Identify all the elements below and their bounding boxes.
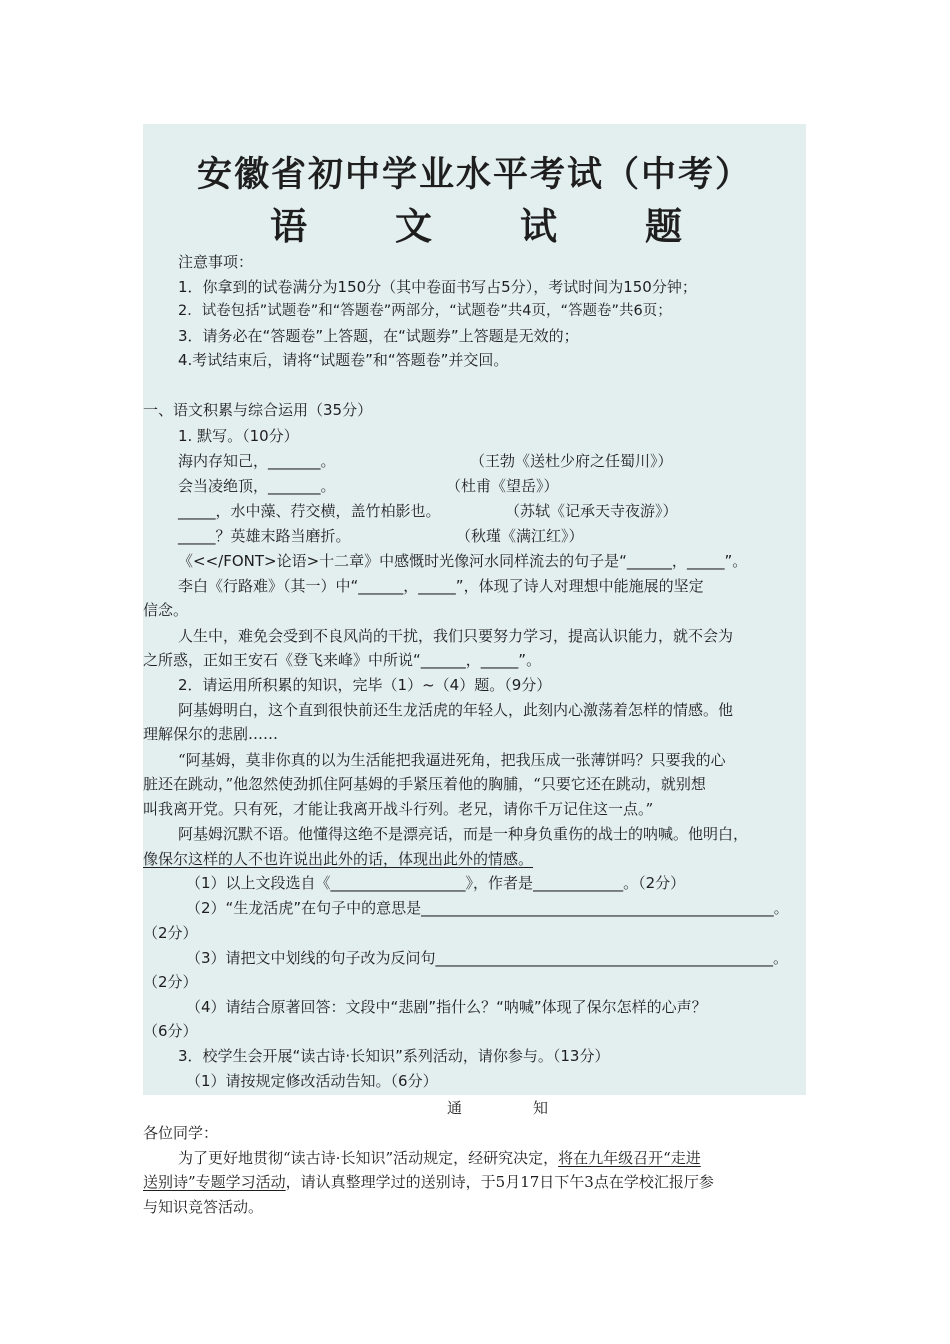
subtitle-char: 试 xyxy=(520,204,557,248)
notes-item: 3．请务必在“答题卷”上答题，在“试题券”上答题是无效的； xyxy=(178,327,579,345)
notice-line: 与知识竞答活动。 xyxy=(143,1198,264,1216)
recite-source: （秋瑾《满江红》） xyxy=(456,527,584,545)
passage-underlined-sentence: 像保尔这样的人不也许说出此外的话，体现出此外的情感。 xyxy=(143,850,534,868)
exam-subtitle xyxy=(143,198,806,254)
notes-item: 2．试卷包括”试题卷”和“答题卷”两部分，“试题卷”共4页，“答题卷”共6页； xyxy=(178,303,672,319)
answer-blank[interactable]: _____ xyxy=(686,552,725,570)
sub-question-score: （2分） xyxy=(143,924,198,942)
sub-question: （3）请把文中划线的句子改为反问句_____________________________________________。 xyxy=(186,949,789,967)
question-heading: 3．校学生会开展“读古诗·长知识”系列活动，请你参与。（13分） xyxy=(178,1047,610,1065)
passage-line: 脏还在跳动，”他忽然使劲抓住阿基姆的手紧压着他的胸脯，“只要它还在跳动，就别想 xyxy=(143,775,706,793)
answer-blank[interactable]: _____ xyxy=(178,502,216,520)
section-heading: 一、语文积累与综合运用（35分） xyxy=(143,401,373,419)
answer-blank[interactable]: ____________ xyxy=(533,874,624,892)
notice-line: 为了更好地贯彻“读古诗·长知识”活动规定，经研究决定，将在九年级召开“走进 xyxy=(178,1149,701,1167)
recite-paragraph: 李白《行路难》（其一）中“______，_____”，体现了诗人对理想中能施展的坚定 xyxy=(178,577,704,595)
passage-line: “阿基姆，莫非你真的以为生活能把我逼进死角，把我压成一张薄饼吗？只要我的心 xyxy=(178,751,726,769)
notes-item: 1．你拿到的试卷满分为150分（其中卷面书写占5分），考试时间为150分钟； xyxy=(178,278,697,296)
answer-blank[interactable]: ______ xyxy=(358,577,404,595)
answer-blank[interactable]: _____ xyxy=(418,577,456,595)
answer-blank[interactable]: __________________ xyxy=(330,874,466,892)
exam-title: 安徽省初中学业水平考试（中考） xyxy=(196,154,752,195)
passage-line: 阿基姆明白，这个直到很快前还生龙活虎的年轻人，此刻内心激荡着怎样的情感。他 xyxy=(178,701,734,719)
subtitle-char: 文 xyxy=(395,204,432,248)
sub-question: （2）“生龙活虎”在句子中的意思是_______________________________________________。 xyxy=(186,899,789,917)
notice-line: 送别诗”专题学习活动，请认真整理学过的送别诗，于5月17日下午3点在学校汇报厅参 xyxy=(143,1173,714,1191)
passage-line: 阿基姆沉默不语。他懂得这绝不是漂亮话，而是一种身负重伤的战士的呐喊。他明白， xyxy=(178,825,749,843)
notice-underlined-text: 将在九年级召开“走进 xyxy=(558,1149,701,1167)
sub-question-score: （6分） xyxy=(143,1022,198,1040)
recite-paragraph: 人生中，难免会受到不良风尚的干扰，我们只要努力学习，提高认识能力，就不会为 xyxy=(178,627,734,645)
recite-paragraph-cont: 之所惑，正如王安石《登飞来峰》中所说“______，_____”。 xyxy=(143,651,542,669)
answer-blank[interactable]: _______ xyxy=(268,452,321,470)
answer-blank[interactable]: _____ xyxy=(480,651,519,669)
recite-line: _____，水中藻、荇交横，盖竹柏影也。 xyxy=(178,502,441,520)
answer-blank[interactable]: _______ xyxy=(268,477,321,495)
answer-blank[interactable]: _____________________________________________ xyxy=(435,949,774,967)
recite-paragraph-cont: 信念。 xyxy=(143,601,189,619)
notes-heading: 注意事项： xyxy=(178,253,254,271)
recite-line: 海内存知己，_______。 xyxy=(178,452,336,470)
question-heading: 2．请运用所积累的知识，完毕（1）~（4）题。（9分） xyxy=(178,676,552,694)
answer-blank[interactable]: _______________________________________________ xyxy=(421,899,774,917)
sub-question-score: （2分） xyxy=(143,973,198,991)
recite-source: （苏轼《记承天寺夜游》） xyxy=(505,502,678,520)
notice-title-char: 通 xyxy=(447,1099,463,1117)
subtitle-char: 语 xyxy=(270,204,307,248)
subtitle-char: 题 xyxy=(645,204,682,248)
notice-underlined-text: 送别诗”专题学习活动 xyxy=(143,1173,286,1191)
notice-title-char: 知 xyxy=(533,1099,549,1117)
recite-line: _____？英雄末路当磨折。 xyxy=(178,527,351,545)
answer-blank[interactable]: ______ xyxy=(420,651,466,669)
question-heading: 1. 默写。（10分） xyxy=(178,427,299,445)
answer-blank[interactable]: _____ xyxy=(178,527,216,545)
notes-item: 4.考试结束后，请将“试题卷”和“答题卷”并交回。 xyxy=(178,351,509,369)
sub-question: （4）请结合原著回答：文段中“悲剧”指什么？“呐喊”体现了保尔怎样的心声？ xyxy=(186,998,707,1016)
answer-blank[interactable]: ______ xyxy=(626,552,672,570)
sub-question: （1）以上文段选自《__________________》，作者是____________。（2分） xyxy=(186,874,686,892)
recite-line: 会当凌绝顶，_______。 xyxy=(178,477,336,495)
passage-line: 叫我离开党。只有死，才能让我离开战斗行列。老兄，请你千万记住这一点。” xyxy=(143,800,654,818)
notice-salutation: 各位同学： xyxy=(143,1124,219,1142)
recite-source: （王勃《送杜少府之任蜀川》） xyxy=(470,452,673,470)
recite-source: （杜甫《望岳》） xyxy=(446,477,559,495)
passage-line: 理解保尔的悲剧…… xyxy=(143,725,279,743)
sub-question: （1）请按规定修改活动告知。（6分） xyxy=(186,1072,438,1090)
recite-paragraph: 《<</FONT>论语>十二章》中感慨时光像河水同样流去的句子是“______，_____”。 xyxy=(178,552,748,570)
